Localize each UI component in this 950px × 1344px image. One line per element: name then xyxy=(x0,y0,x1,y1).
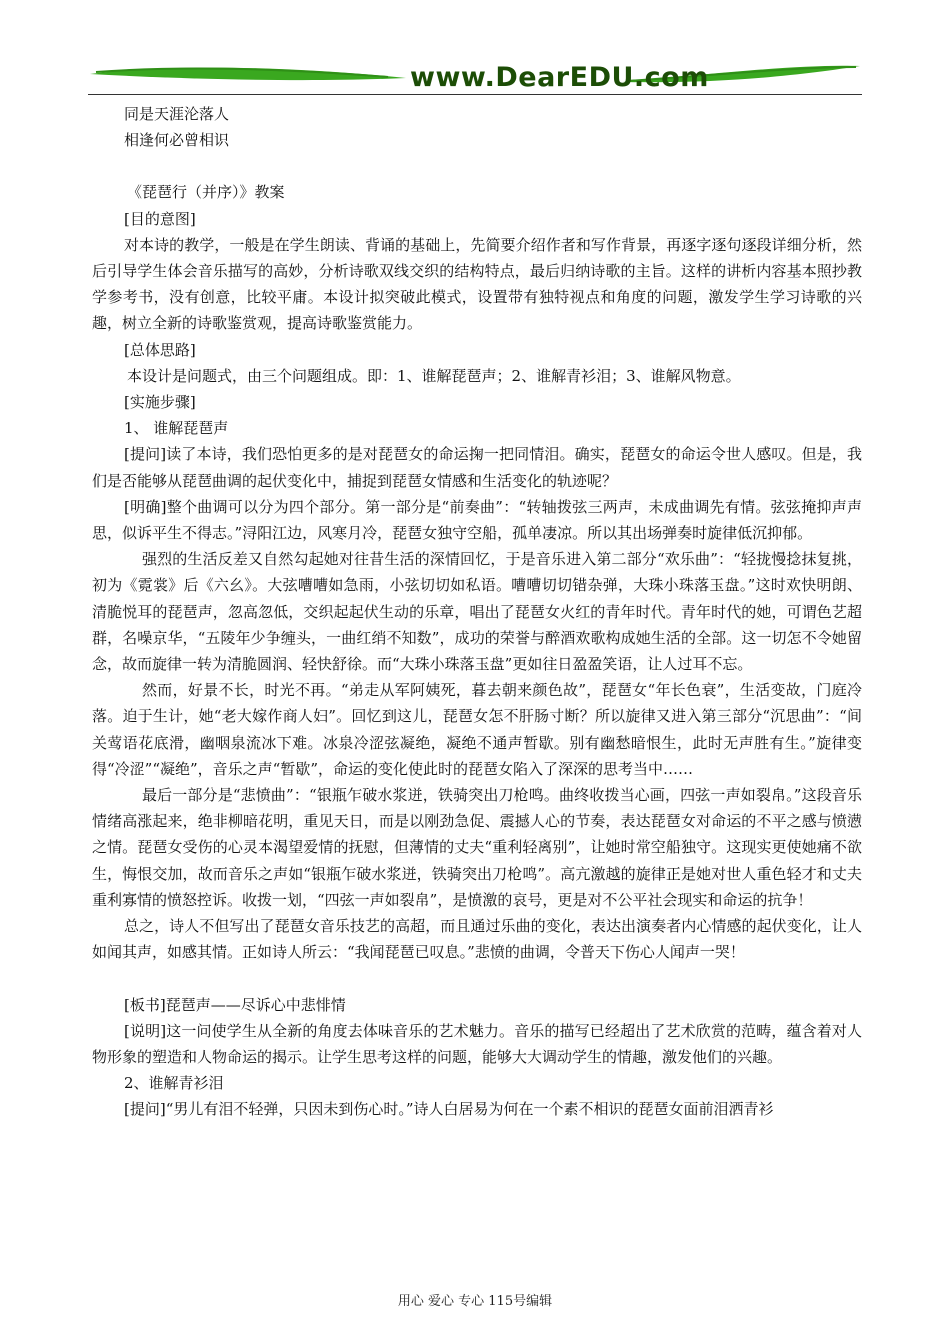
paragraph: 最后一部分是“悲愤曲”：“银瓶乍破水浆迸，铁骑突出刀枪鸣。曲终收拨当心画，四弦一声如裂帛。”这段音乐情绪高涨起来，绝非柳暗花明，重见天日，而是以刚劲急促、震撼人心的节奏，表达琵琶女对命运的不平之感与愤懑之情。琵琶女受伤的心灵本渴望爱情的抚慰，但薄情的丈夫“重利轻离别”，让她时常空船独守。这现实更使她痛不欲生，悔恨交加，故而音乐之声如“银瓶乍破水浆迸，铁骑突出刀枪鸣”。高亢激越的旋律正是她对世人重色轻才和丈夫重利寡情的愤怒控诉。收拨一划，“四弦一声如裂帛”，是愤激的哀号，更是对不公平社会现实和命运的抗争！ xyxy=(92,786,862,909)
section-heading: [实施步骤] xyxy=(124,393,196,412)
section-heading: [目的意图] xyxy=(124,209,196,228)
document-title: 《琵琶行（并序）》教案 xyxy=(127,183,285,202)
section-heading: [总体思路] xyxy=(124,340,196,359)
paragraph: [提问]“男儿有泪不轻弹，只因未到伤心时。”诗人白居易为何在一个素不相识的琵琶女面前泪洒青衫 xyxy=(124,1100,774,1119)
paragraph: [明确]整个曲调可以分为四个部分。第一部分是“前奏曲”：“转轴拨弦三两声，未成曲调先有情。弦弦掩抑声声思，似诉平生不得志。”浔阳江边，风寒月冷，琵琶女独守空船，孤单凄凉。所以其出场弹奏时旋律低沉抑郁。 xyxy=(92,497,862,543)
paragraph: 总之，诗人不但写出了琵琶女音乐技艺的高超，而且通过乐曲的变化，表达出演奏者内心情感的起伏变化，让人如闻其声，如感其情。正如诗人所云：“我闻琵琶已叹息。”悲愤的曲调，令普天下伤心人闻声一哭！ xyxy=(92,917,862,962)
page-footer: 用心 爱心 专心 115号编辑 xyxy=(397,1294,553,1309)
paragraph: 强烈的生活反差又自然勾起她对往昔生活的深情回忆，于是音乐进入第二部分“欢乐曲”：“轻拢慢捻抹复挑，初为《霓裳》后《六幺》。大弦嘈嘈如急雨，小弦切切如私语。嘈嘈切切错杂弹，大珠小珠落玉盘。”这时欢快明朗、清脆悦耳的琵琶声，忽高忽低，交织起起伏生动的乐章，唱出了琵琶女火红的青年时代。青年时代的她，可谓色艺超群，名噪京华，“五陵年少争缠头，一曲红绡不知数”，成功的荣誉与醉酒欢歌构成她生活的全部。这一切怎不令她留念，故而旋律一转为清脆圆润、轻快舒徐。而“大珠小珠落玉盘”更如往日盈盈笑语，让人过耳不忘。 xyxy=(92,550,862,674)
paragraph: [提问]读了本诗，我们恐怕更多的是对琵琶女的命运掬一把同情泪。确实，琵琶女的命运令世人感叹。但是，我们是否能够从琵琶曲调的起伏变化中，捕捉到琵琶女情感和生活变化的轨迹呢？ xyxy=(92,445,862,490)
poem-line: 同是天涯沦落人 xyxy=(124,105,230,123)
poem-line: 相逢何必曾相识 xyxy=(124,131,230,150)
paragraph: 本设计是问题式，由三个问题组成。即：1、谁解琵琶声；2、谁解青衫泪；3、谁解风物意。 xyxy=(127,366,741,385)
step-title: 1、 谁解琵琶声 xyxy=(124,419,229,438)
site-header xyxy=(88,58,862,98)
site-logo[interactable]: www.DearEDU.com xyxy=(410,62,709,93)
paragraph: 对本诗的教学，一般是在学生朗读、背诵的基础上，先简要介绍作者和写作背景，再逐字逐句逐段详细分析，然后引导学生体会音乐描写的高妙，分析诗歌双线交织的结构特点，最后归纳诗歌的主旨。这样的讲析内容基本照抄教学参考书，没有创意，比较平庸。本设计拟突破此模式，设置带有独特视点和角度的问题，激发学生学习诗歌的兴趣，树立全新的诗歌鉴赏观，提高诗歌鉴赏能力。 xyxy=(92,235,862,333)
paragraph: [说明]这一问使学生从全新的角度去体味音乐的艺术魅力。音乐的描写已经超出了艺术欣赏的范畴，蕴含着对人物形象的塑造和人物命运的揭示。让学生思考这样的问题，能够大大调动学生的情趣，激发他们的兴趣。 xyxy=(92,1021,862,1066)
step-title: 2、谁解青衫泪 xyxy=(124,1074,224,1093)
header-divider xyxy=(88,94,862,95)
document-body xyxy=(92,101,862,1123)
paragraph: 然而，好景不长，时光不再。“弟走从军阿姨死，暮去朝来颜色故”，琵琶女“年长色衰”，生活变故，门庭冷落。迫于生计，她“老大嫁作商人妇”。回忆到这儿，琵琶女怎不肝肠寸断？所以旋律又进入第三部分“沉思曲”：“间关莺语花底滑，幽咽泉流冰下难。冰泉冷涩弦凝绝，凝绝不通声暂歇。别有幽愁暗恨生，此时无声胜有生。”旋律变得“冷涩”“凝绝”，音乐之声“暂歇”，命运的变化使此时的琵琶女陷入了深深的思考当中…… xyxy=(92,681,862,778)
board-note: [板书]琵琶声——尽诉心中悲悱情 xyxy=(124,995,346,1014)
